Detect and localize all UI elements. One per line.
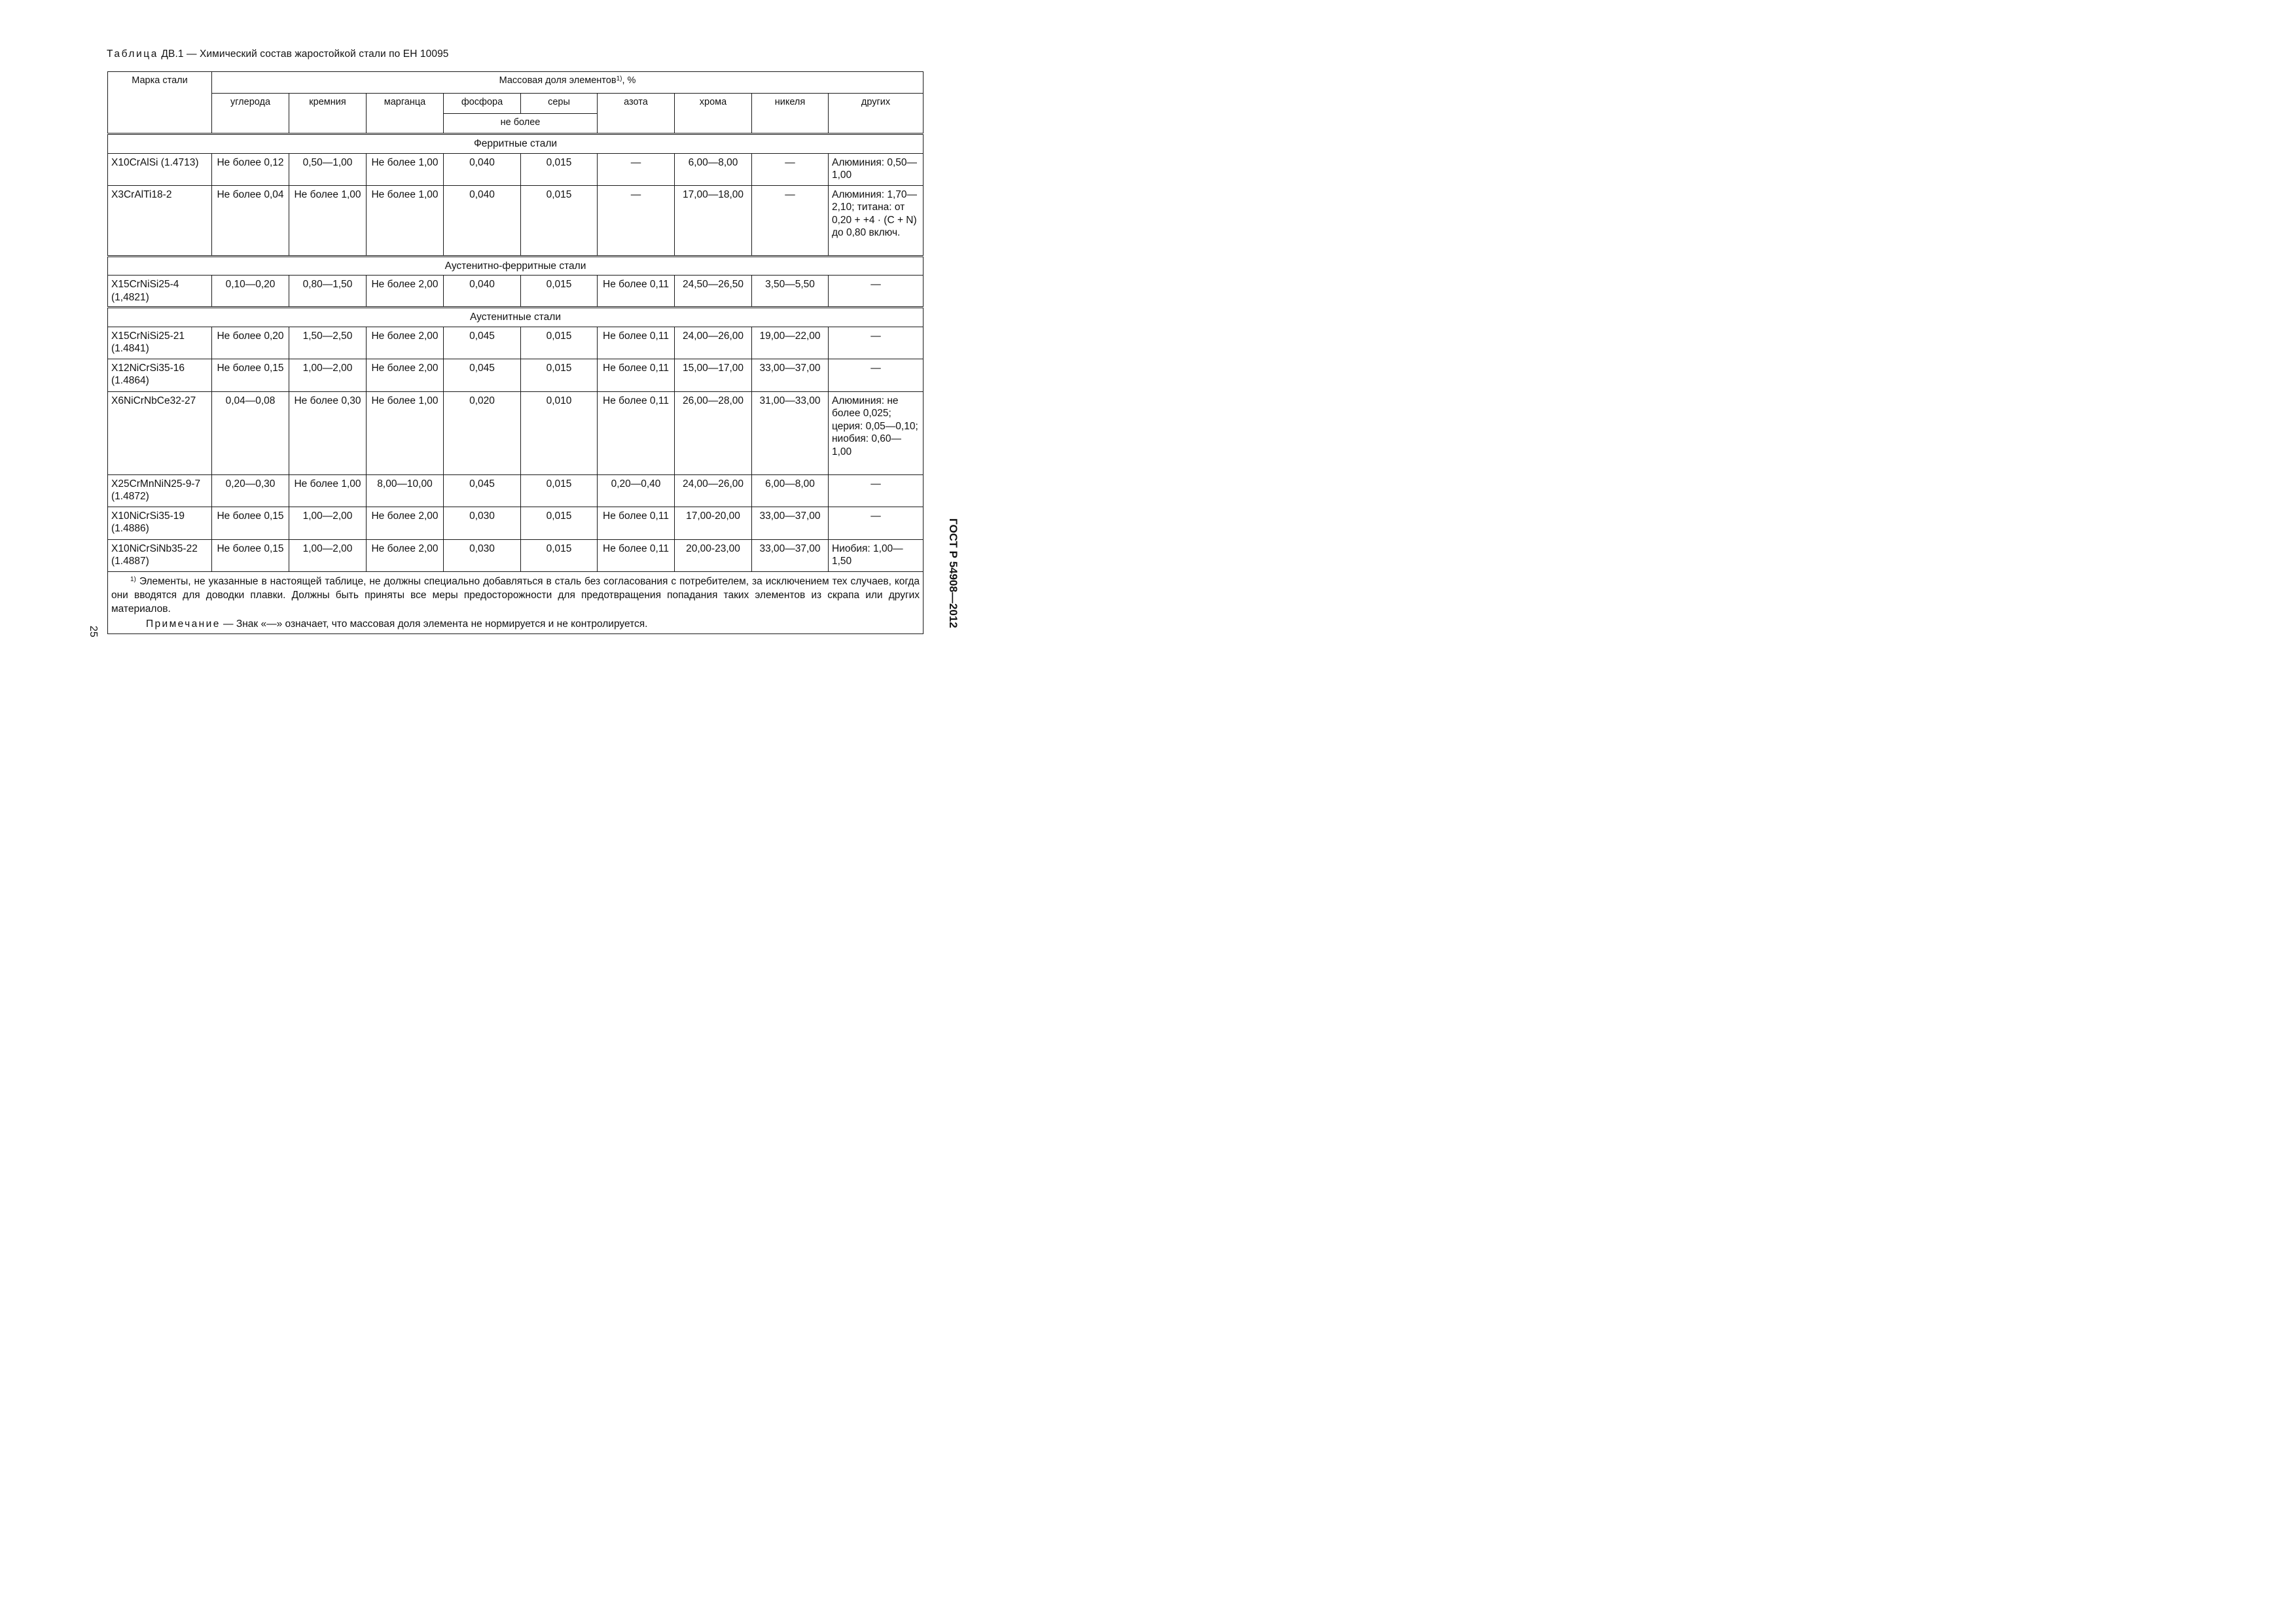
header-grade: Марка стали [108,72,212,134]
cell-nickel: 3,50—5,50 [752,276,829,308]
cell-other: — [829,507,924,539]
cell-nickel: — [752,185,829,256]
header-not-more: не более [444,114,598,134]
footnote [111,575,920,616]
cell-grade: X10NiCrSiNb35-22 (1.4887) [108,539,212,571]
cell-chromium: 15,00—17,00 [675,359,752,391]
header-sulfur: серы [521,94,598,114]
cell-manganese: Не более 2,00 [367,539,444,571]
cell-sulfur: 0,015 [521,359,598,391]
table-row [108,276,924,308]
cell-nitrogen: Не более 0,11 [598,327,675,359]
cell-carbon: Не более 0,15 [212,539,289,571]
cell-carbon: Не более 0,12 [212,153,289,185]
cell-manganese: Не более 1,00 [367,153,444,185]
cell-phosphorus: 0,045 [444,474,521,507]
cell-manganese: Не более 2,00 [367,359,444,391]
chemical-composition-table [107,71,924,634]
cell-sulfur: 0,015 [521,185,598,256]
cell-manganese: Не более 2,00 [367,276,444,308]
cell-sulfur: 0,015 [521,539,598,571]
cell-silicon: 1,50—2,50 [289,327,367,359]
cell-carbon: 0,10—0,20 [212,276,289,308]
section-ferritic: Ферритные стали [108,134,924,154]
table-row [108,539,924,571]
cell-carbon: 0,20—0,30 [212,474,289,507]
table-row [108,474,924,507]
cell-sulfur: 0,015 [521,327,598,359]
cell-other: — [829,276,924,308]
cell-silicon: Не более 1,00 [289,474,367,507]
cell-nickel: 33,00—37,00 [752,359,829,391]
note-label: Примечание [146,618,221,630]
table-caption [107,48,449,60]
cell-nitrogen: 0,20—0,40 [598,474,675,507]
cell-sulfur: 0,015 [521,474,598,507]
header-manganese: марганца [367,94,444,134]
table-row [108,185,924,256]
table-row [108,359,924,391]
cell-manganese: Не более 2,00 [367,327,444,359]
cell-manganese: 8,00—10,00 [367,474,444,507]
cell-grade: X15CrNiSi25-4 (1,4821) [108,276,212,308]
cell-other: Ниобия: 1,00—1,50 [829,539,924,571]
cell-nitrogen: — [598,153,675,185]
table-row [108,327,924,359]
header-mass-fraction: Массовая доля элементов$^{1)}$, % [212,72,924,94]
cell-chromium: 26,00—28,00 [675,391,752,474]
header-nickel: никеля [752,94,829,134]
cell-other: — [829,474,924,507]
cell-other: Алюминия: 0,50—1,00 [829,153,924,185]
cell-manganese: Не более 1,00 [367,391,444,474]
cell-nickel: 33,00—37,00 [752,539,829,571]
cell-silicon: 1,00—2,00 [289,359,367,391]
footnote-text: Элементы, не указанные в настоящей таблице, не должны специально добавляться в сталь без согласования с потребителем, за исключением тех случаев, когда они вводятся для доводки плавки. Должны быть приняты все меры предосторожности для предотвращения попадания таких элементов из скрапа или других материалов. [111,575,920,615]
cell-nickel: — [752,153,829,185]
table-footnotes [108,571,924,633]
cell-chromium: 24,50—26,50 [675,276,752,308]
cell-silicon: Не более 0,30 [289,391,367,474]
cell-chromium: 17,00—18,00 [675,185,752,256]
cell-sulfur: 0,015 [521,276,598,308]
cell-nitrogen: Не более 0,11 [598,359,675,391]
table-row [108,507,924,539]
caption-text: ДВ.1 — Химический состав жаростойкой стали по ЕН 10095 [161,48,449,60]
cell-other: Алюминия: 1,70—2,10; титана: от 0,20 + +4 · (C + N) до 0,80 включ. [829,185,924,256]
header-silicon: кремния [289,94,367,134]
page-number: 25 [88,626,99,637]
cell-phosphorus: 0,045 [444,359,521,391]
cell-silicon: 1,00—2,00 [289,507,367,539]
cell-nickel: 33,00—37,00 [752,507,829,539]
cell-phosphorus: 0,045 [444,327,521,359]
cell-nickel: 31,00—33,00 [752,391,829,474]
cell-carbon: 0,04—0,08 [212,391,289,474]
note [111,617,920,631]
cell-carbon: Не более 0,15 [212,507,289,539]
cell-chromium: 24,00—26,00 [675,327,752,359]
cell-nitrogen: Не более 0,11 [598,391,675,474]
cell-other: — [829,327,924,359]
cell-phosphorus: 0,040 [444,153,521,185]
cell-phosphorus: 0,040 [444,185,521,256]
cell-other: — [829,359,924,391]
cell-chromium: 17,00-20,00 [675,507,752,539]
header-carbon: углерода [212,94,289,134]
cell-grade: X10NiCrSi35-19 (1.4886) [108,507,212,539]
cell-grade: X25CrMnNiN25-9-7 (1.4872) [108,474,212,507]
caption-prefix: Таблица [107,48,158,60]
header-nitrogen: азота [598,94,675,134]
cell-carbon: Не более 0,20 [212,327,289,359]
cell-silicon: Не более 1,00 [289,185,367,256]
cell-chromium: 20,00-23,00 [675,539,752,571]
cell-nitrogen: Не более 0,11 [598,539,675,571]
cell-silicon: 1,00—2,00 [289,539,367,571]
cell-phosphorus: 0,030 [444,507,521,539]
standard-designation: ГОСТ Р 54908—2012 [947,518,960,628]
cell-carbon: Не более 0,15 [212,359,289,391]
cell-grade: X12NiCrSi35-16 (1.4864) [108,359,212,391]
cell-sulfur: 0,015 [521,507,598,539]
cell-silicon: 0,80—1,50 [289,276,367,308]
table-row [108,391,924,474]
cell-nickel: 6,00—8,00 [752,474,829,507]
cell-phosphorus: 0,020 [444,391,521,474]
header-chromium: хрома [675,94,752,134]
cell-grade: X3CrAlTi18-2 [108,185,212,256]
cell-grade: X10CrAlSi (1.4713) [108,153,212,185]
header-other: других [829,94,924,134]
cell-nitrogen: — [598,185,675,256]
section-austenitic: Аустенитные стали [108,308,924,327]
cell-chromium: 6,00—8,00 [675,153,752,185]
table-row [108,153,924,185]
cell-carbon: Не более 0,04 [212,185,289,256]
cell-nitrogen: Не более 0,11 [598,276,675,308]
note-text: — Знак «—» означает, что массовая доля элемента не нормируется и не контролируется. [220,618,648,630]
cell-grade: X15CrNiSi25-21 (1.4841) [108,327,212,359]
header-phosphorus: фосфора [444,94,521,114]
cell-phosphorus: 0,040 [444,276,521,308]
cell-phosphorus: 0,030 [444,539,521,571]
cell-sulfur: 0,015 [521,153,598,185]
cell-chromium: 24,00—26,00 [675,474,752,507]
cell-manganese: Не более 2,00 [367,507,444,539]
cell-manganese: Не более 1,00 [367,185,444,256]
cell-nickel: 19,00—22,00 [752,327,829,359]
cell-silicon: 0,50—1,00 [289,153,367,185]
cell-sulfur: 0,010 [521,391,598,474]
footnote-mark: 1) [130,575,136,583]
cell-grade: X6NiCrNbCe32-27 [108,391,212,474]
cell-other: Алюминия: не более 0,025; церия: 0,05—0,10; ниобия: 0,60—1,00 [829,391,924,474]
section-austenitic-ferritic: Аустенитно-ферритные стали [108,256,924,276]
cell-nitrogen: Не более 0,11 [598,507,675,539]
